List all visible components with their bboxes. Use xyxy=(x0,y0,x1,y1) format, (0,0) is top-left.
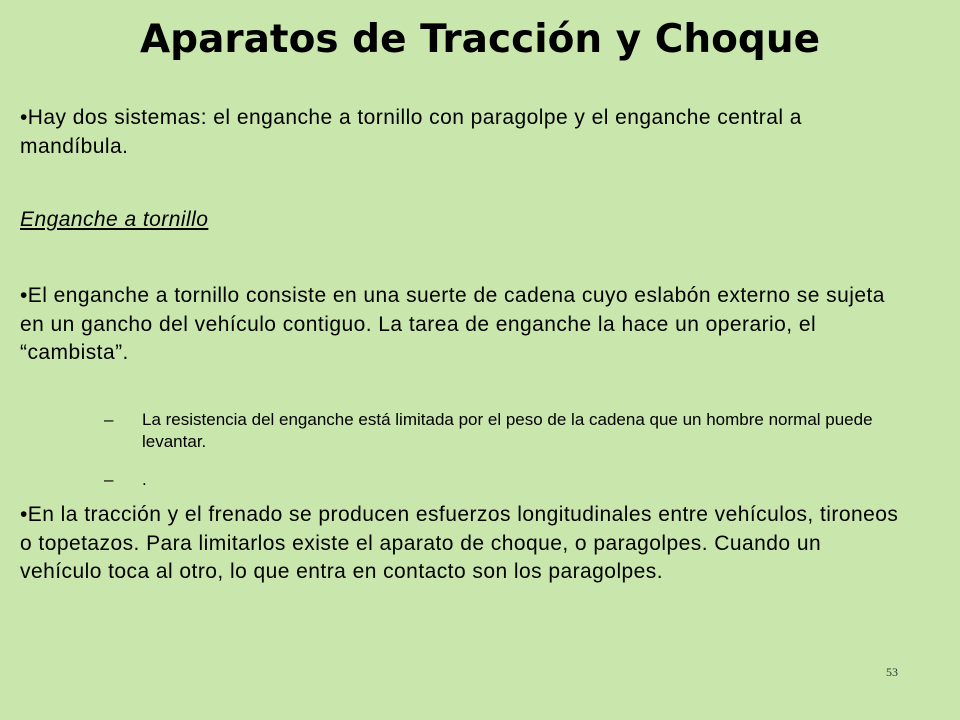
sub-bullet-text: . xyxy=(142,470,147,489)
sub-bullet-item xyxy=(104,469,904,491)
dash-marker: – xyxy=(104,410,114,429)
slide-title: Aparatos de Tracción y Choque xyxy=(139,17,821,62)
bullet-paragraph-enganche-description: •El enganche a tornillo consiste en una suerte de cadena cuyo eslabón externo se sujeta en un gancho del vehículo contiguo. La tarea de enganche la hace un operario, el “cambista”. xyxy=(20,284,885,364)
page-number: 53 xyxy=(886,665,898,679)
sub-bullet-text: La resistencia del enganche está limitada por el peso de la cadena que un hombre normal puede levantar. xyxy=(142,410,873,451)
section-heading-enganche-tornillo: Enganche a tornillo xyxy=(20,208,209,231)
bullet-paragraph-systems: •Hay dos sistemas: el enganche a tornillo con paragolpe y el enganche central a mandíbula. xyxy=(20,106,802,158)
dash-marker: – xyxy=(104,470,114,489)
sub-bullet-item xyxy=(104,409,904,453)
bullet-paragraph-traccion-frenado: •En la tracción y el frenado se producen esfuerzos longitudinales entre vehículos, tironeos o topetazos. Para limitarlos existe el aparato de choque, o paragolpes. Cuando un vehículo toca al otro, lo que entra en contacto son los paragolpes. xyxy=(20,503,899,583)
